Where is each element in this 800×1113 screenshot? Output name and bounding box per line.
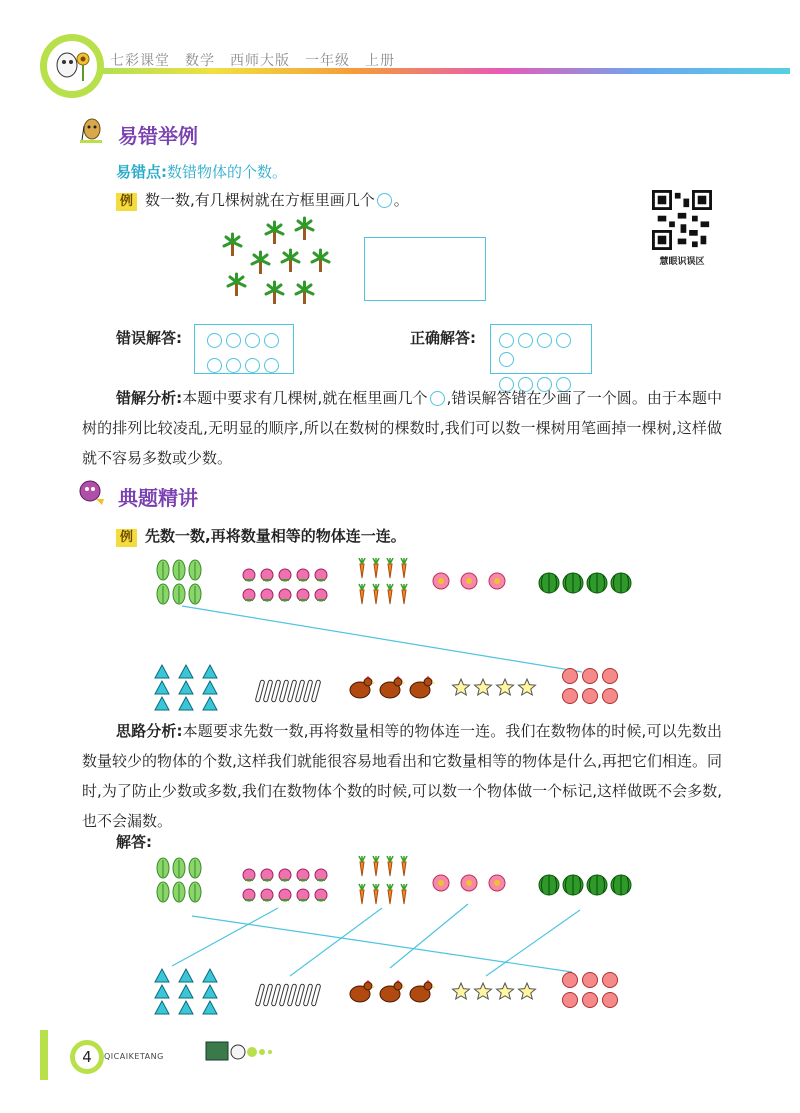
example1-text: 数一数,有几棵树就在方框里画几个 (145, 191, 375, 209)
answer-square-empty[interactable] (364, 237, 486, 301)
palm-tree-group (222, 216, 337, 320)
example2-line (116, 526, 406, 547)
section1-icon (76, 116, 106, 150)
mascot-icon (47, 41, 97, 91)
qr-code[interactable] (652, 190, 712, 254)
example2-text: 先数一数,再将数量相等的物体连一连。 (145, 527, 406, 545)
example-tag: 例 (116, 529, 137, 547)
correct-answer-label: 正确解答: (410, 329, 476, 347)
error-analysis-paragraph (82, 383, 722, 473)
example-tag: 例 (116, 193, 137, 211)
section2-icon (76, 477, 106, 511)
error-point-label: 易错点: (116, 163, 167, 181)
footer-green-bar (40, 1030, 48, 1080)
error-point-line (116, 162, 287, 182)
error-point-text: 数错物体的个数。 (167, 163, 288, 181)
wrong-answer-label: 错误解答: (116, 329, 182, 347)
error-analysis-text-a: 本题中要求有几棵树,就在框里画几个 (182, 389, 428, 407)
thinking-analysis-text: 本题要求先数一数,再将数量相等的物体连一连。我们在数物体的时候,可以先数出数量较少的物体的个数,这样我们就能很容易地看出和它数量相等的物体是什么,再把它们相连。同时,为了防止少数或多数,我们在数物体个数的时候,可以数一个物体做一个标记,这样做既不会多数,也不会漏数。 (82, 722, 722, 830)
thinking-analysis-paragraph (82, 716, 722, 836)
header-mascot-badge (40, 34, 104, 98)
footer-mascot-icon (204, 1038, 284, 1072)
correct-answer-box (490, 324, 592, 374)
page-number-badge (70, 1040, 104, 1074)
section1-title: 易错举例 (118, 124, 198, 148)
thinking-analysis-label: 思路分析: (116, 722, 183, 740)
example1-end: 。 (393, 191, 409, 209)
error-analysis-label: 错解分析: (116, 389, 183, 407)
section2-title: 典题精讲 (118, 486, 198, 510)
error-analysis-text-b: ,错误解答错在少画了一个圆。由于本题中树的排列比较凌乱,无明显的顺序,所以在数树的棵数时,我们可以数一棵树用笔画掉一棵树,这样做就不容易多数或少数。 (82, 389, 722, 467)
objects-bottom-row-question (150, 662, 650, 716)
circle-symbol-icon (430, 391, 445, 406)
answer-label: 解答: (116, 833, 152, 851)
wrong-answer-box (194, 324, 294, 374)
page-number: 4 (82, 1048, 92, 1066)
example1-line (116, 190, 409, 211)
circle-symbol-icon (377, 193, 392, 208)
objects-bottom-row-answer (150, 966, 650, 1020)
qr-caption: 慧眼识误区 (659, 257, 705, 267)
qr-code-icon (652, 190, 712, 250)
header-title: 七彩课堂 数学 西师大版 一年级 上册 (110, 53, 395, 69)
footer-brand: QICAIKETANG (104, 1052, 164, 1061)
